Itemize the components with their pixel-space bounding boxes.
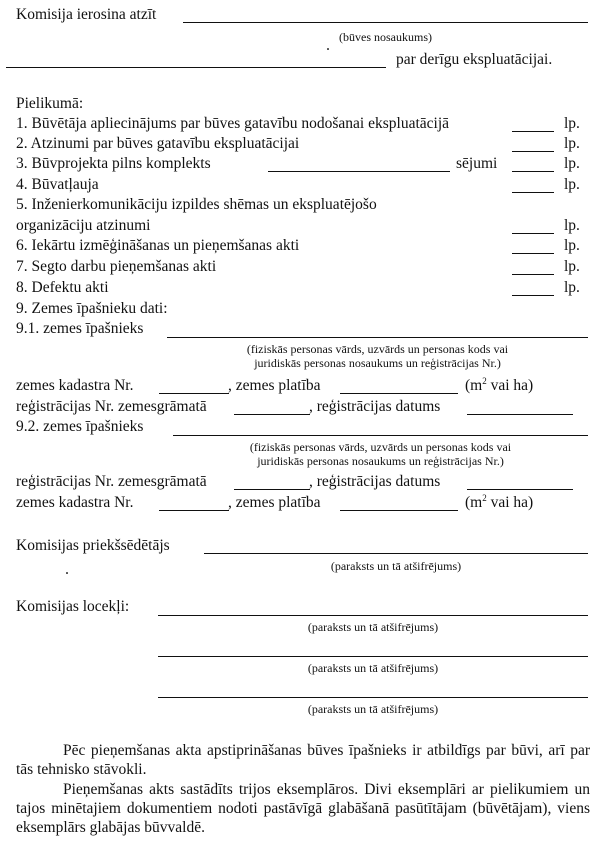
reg-date-line[interactable] [467, 414, 573, 415]
building-caption: (būves nosaukums) [339, 30, 432, 44]
pages-line[interactable] [512, 274, 554, 275]
pages-unit: lp. [564, 279, 580, 296]
attachment-item: organizāciju atzinumi [16, 217, 151, 234]
reg-number-line[interactable] [234, 414, 310, 415]
pages-line[interactable] [512, 151, 554, 152]
reg-label: reģistrācijas Nr. zemesgrāmatā [16, 398, 207, 415]
owner1-line[interactable] [167, 337, 588, 338]
owner1-label: 9.1. zemes īpašnieks [16, 320, 144, 337]
attachment-item: 4. Būvatļauja [16, 176, 99, 193]
chair-signature-caption: (paraksts un tā atšifrējums) [330, 559, 462, 573]
members-label: Komisijas locekļi: [16, 598, 130, 615]
pages-line[interactable] [512, 233, 554, 234]
pages-unit: lp. [564, 176, 580, 193]
reg-date-label: , reģistrācijas datums [309, 473, 441, 490]
owner1-caption-line2: juridiskās personas nosaukums un reģistrācijas Nr.) [254, 356, 501, 370]
chair-label: Komisijas priekšsēdētājs [16, 537, 170, 554]
pages-line[interactable] [512, 192, 554, 193]
reg-date-label: , reģistrācijas datums [309, 398, 441, 415]
area-unit: ($m^2$ vai ha) [465, 375, 534, 394]
pages-unit: lp. [564, 135, 580, 152]
pages-unit: lp. [564, 237, 580, 254]
pages-line[interactable] [512, 131, 554, 132]
reg-number-line[interactable] [234, 489, 310, 490]
project-set-line[interactable] [268, 171, 450, 172]
scan-speck [327, 48, 329, 50]
pages-unit: lp. [564, 258, 580, 275]
owner2-caption-line1: (fiziskās personas vārds, uzvārds un personas kods vai [249, 440, 512, 454]
member-signature-line[interactable] [158, 656, 588, 657]
area-label: , zemes platība [228, 377, 321, 394]
cadastre-label: zemes kadastra Nr. [16, 494, 134, 511]
attachment-item: 7. Segto darbu pieņemšanas akti [16, 258, 217, 275]
attachment-item: 5. Inženierkomunikāciju izpildes shēmas un ekspluatējošo [16, 196, 377, 213]
pages-line[interactable] [512, 295, 554, 296]
attachment-item: 9. Zemes īpašnieku dati: [16, 300, 168, 317]
pages-unit: lp. [564, 217, 580, 234]
attachment-item: 2. Atzinumi par būves gatavību ekspluatācijai [16, 135, 300, 152]
attachment-item: 3. Būvprojekta pilns komplekts [16, 155, 211, 172]
scan-speck [66, 572, 68, 574]
member-signature-line[interactable] [158, 615, 588, 616]
area-unit: ($m^2$ vai ha) [465, 492, 534, 511]
member-signature-caption: (paraksts un tā atšifrējums) [307, 620, 439, 634]
chair-signature-line[interactable] [204, 553, 588, 554]
member-signature-line[interactable] [158, 697, 588, 698]
reg-label: reģistrācijas Nr. zemesgrāmatā [16, 473, 207, 490]
owner2-line[interactable] [173, 435, 588, 436]
cadastre-line[interactable] [159, 393, 229, 394]
cadastre-line[interactable] [159, 510, 229, 511]
pages-line[interactable] [512, 171, 554, 172]
pages-unit: lp. [564, 155, 580, 172]
pages-line[interactable] [512, 253, 554, 254]
member-signature-caption: (paraksts un tā atšifrējums) [307, 702, 439, 716]
attachments-heading: Pielikumā: [16, 95, 84, 112]
owner2-caption-line2: juridiskās personas nosaukums un reģistrācijas Nr.) [257, 454, 504, 468]
area-label: , zemes platība [228, 494, 321, 511]
member-signature-caption: (paraksts un tā atšifrējums) [307, 661, 439, 675]
building-name-line-2[interactable] [6, 67, 386, 68]
bindings-label: sējumi [456, 155, 498, 172]
owner1-caption-line1: (fiziskās personas vārds, uzvārds un personas kods vai [246, 342, 509, 356]
fit-for-use-text: par derīgu ekspluatācijai. [396, 51, 553, 68]
pages-unit: lp. [564, 115, 580, 132]
owner2-label: 9.2. zemes īpašnieks [16, 418, 144, 435]
area-line[interactable] [340, 510, 458, 511]
cadastre-label: zemes kadastra Nr. [16, 377, 134, 394]
footer-paragraph-1: Pēc pieņemšanas akta apstiprināšanas būves īpašnieks ir atbildīgs par būvi, arī par tās tehnisko stāvokli. [16, 742, 590, 778]
attachment-item: 6. Iekārtu izmēģināšanas un pieņemšanas akti [16, 237, 300, 254]
area-line[interactable] [340, 393, 458, 394]
reg-date-line[interactable] [467, 489, 573, 490]
attachment-item: 1. Būvētāja apliecinājums par būves gatavību nodošanai ekspluatācijā [16, 115, 450, 132]
footer-paragraph-2: Pieņemšanas akts sastādīts trijos eksemplāros. Divi eksemplāri ar pielikumiem un tajos minētajiem dokumentiem nodoti pastāvīgā glabāšanā pasūtītājam (būvētājam), viens eksemplārs glabājas būvvaldē. [16, 781, 590, 836]
building-name-line[interactable] [183, 22, 588, 23]
attachment-item: 8. Defektu akti [16, 279, 109, 296]
proposal-label: Komisija ierosina atzīt [16, 6, 157, 23]
